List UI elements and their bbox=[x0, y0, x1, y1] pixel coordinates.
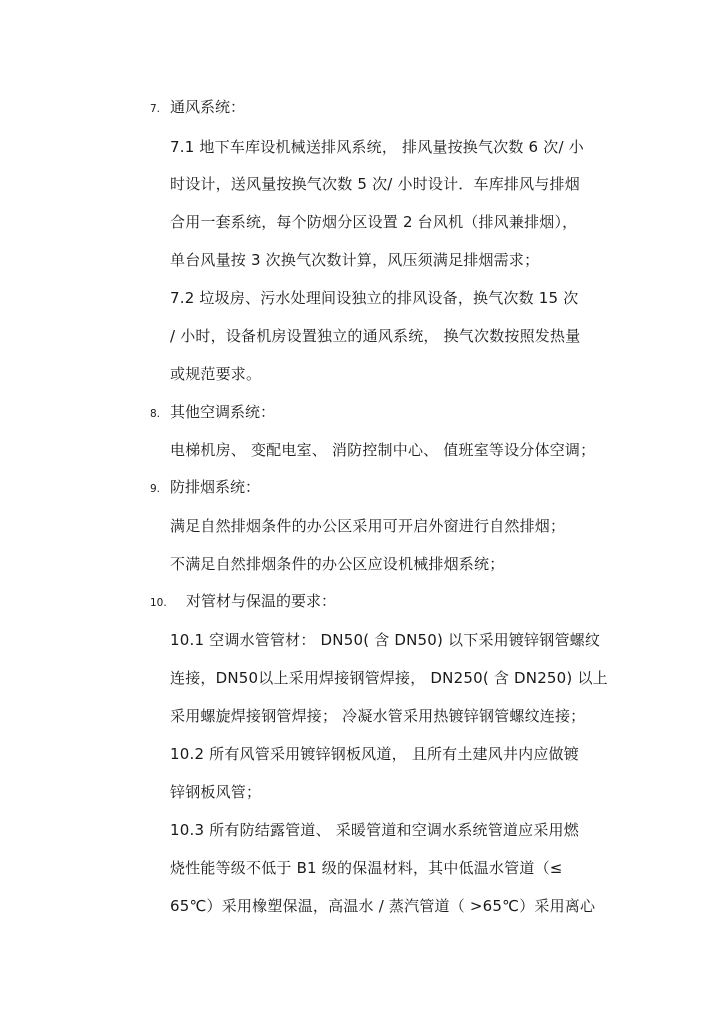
body-line: 10.3 所有防结露管道、 采暖管道和空调水系统管道应采用燃 bbox=[170, 821, 579, 839]
section-number-10: 10. bbox=[150, 597, 167, 609]
section-number-9: 9. bbox=[150, 483, 161, 495]
body-line: 10.2 所有风管采用镀锌钢板风道， 且所有土建风井内应做镀 bbox=[170, 745, 579, 763]
body-line: 满足自然排烟条件的办公区采用可开启外窗进行自然排烟； bbox=[170, 517, 566, 535]
section-title-ventilation: 通风系统： bbox=[170, 98, 246, 116]
section-title-smoke-control: 防排烟系统： bbox=[170, 478, 261, 496]
body-line: 7.2 垃圾房、污水处理间设独立的排风设备，换气次数 15 次 bbox=[170, 289, 579, 307]
body-line: 或规范要求。 bbox=[170, 365, 262, 383]
body-line: 烧性能等级不低于 B1 级的保温材料，其中低温水管道（≤ bbox=[170, 859, 563, 877]
body-line: 时设计，送风量按换气次数 5 次/ 小时设计．车库排风与排烟 bbox=[170, 175, 580, 193]
body-line: / 小时，设备机房设置独立的通风系统， 换气次数按照发热量 bbox=[170, 327, 581, 345]
body-line: 单台风量按 3 次换气次数计算，风压须满足排烟需求； bbox=[170, 251, 540, 269]
body-line: 电梯机房、 变配电室、 消防控制中心、 值班室等设分体空调； bbox=[170, 441, 596, 459]
section-number-8: 8. bbox=[150, 408, 161, 420]
body-line: 7.1 地下车库设机械送排风系统， 排风量按换气次数 6 次/ 小 bbox=[170, 138, 584, 156]
body-line: 采用螺旋焊接钢管焊接； 冷凝水管采用热镀锌钢管螺纹连接； bbox=[170, 707, 586, 725]
body-line: 不满足自然排烟条件的办公区应设机械排烟系统； bbox=[170, 555, 505, 573]
section-title-other-ac: 其他空调系统： bbox=[170, 403, 276, 421]
body-line: 合用一套系统，每个防烟分区设置 2 台风机（排风兼排烟）， bbox=[170, 213, 578, 231]
body-line: 65℃）采用橡塑保温，高温水 / 蒸汽管道（ >65℃）采用离心 bbox=[170, 897, 596, 915]
section-title-pipe-insulation: 对管材与保温的要求： bbox=[186, 592, 337, 610]
body-line: 锌钢板风管； bbox=[170, 783, 262, 801]
body-line: 连接，DN50以上采用焊接钢管焊接， DN250( 含 DN250) 以上 bbox=[170, 669, 608, 687]
body-line: 10.1 空调水管管材： DN50( 含 DN50) 以下采用镀锌钢管螺纹 bbox=[170, 631, 601, 649]
section-number-7: 7. bbox=[150, 103, 161, 115]
